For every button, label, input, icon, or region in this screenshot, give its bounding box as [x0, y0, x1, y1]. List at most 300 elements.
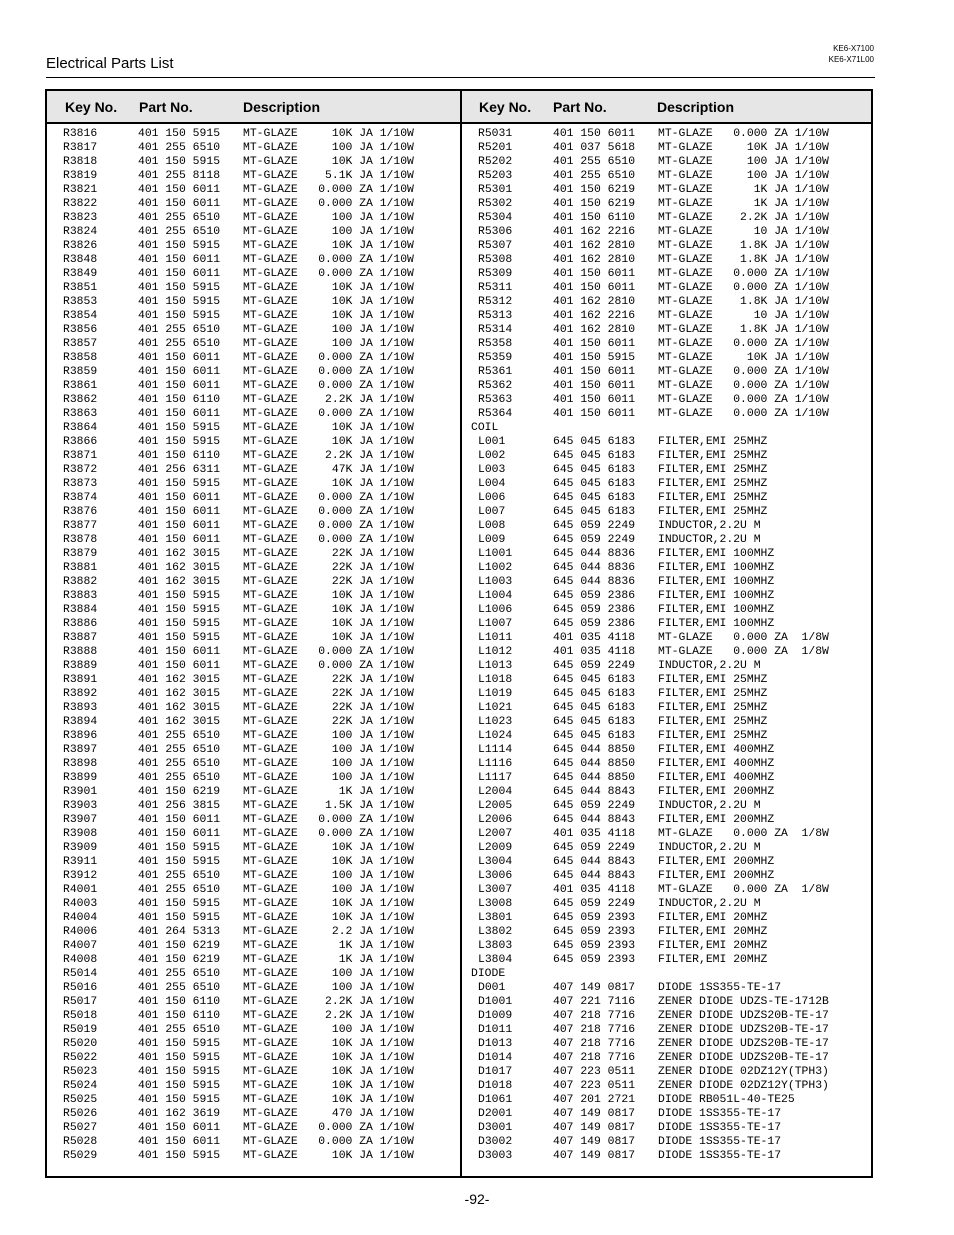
description: MT-GLAZE 0.000 ZA 1/10W: [243, 646, 414, 658]
table-row: [47, 505, 458, 519]
table-row: [462, 757, 873, 771]
description: MT-GLAZE 10K JA 1/10W: [243, 1094, 414, 1106]
table-header: [47, 91, 871, 124]
description: MT-GLAZE 0.000 ZA 1/10W: [243, 1122, 414, 1134]
page-number: -92-: [464, 1191, 490, 1207]
key-no: R5304: [478, 212, 513, 224]
part-no: 401 150 5915: [138, 618, 221, 630]
key-no: L3004: [478, 856, 513, 868]
part-no: 401 150 6011: [553, 408, 636, 420]
table-row: [462, 827, 873, 841]
part-no: 401 255 6510: [138, 324, 221, 336]
part-no: 645 044 8843: [553, 786, 636, 798]
table-row: [47, 785, 458, 799]
parts-table: [45, 89, 873, 1178]
table-row: [462, 1149, 873, 1163]
description: MT-GLAZE 100 JA 1/10W: [243, 324, 414, 336]
key-no: R4007: [63, 940, 98, 952]
key-no: R5314: [478, 324, 513, 336]
key-no: D1001: [478, 996, 513, 1008]
description: FILTER,EMI 25MHZ: [658, 506, 768, 518]
table-row: [462, 505, 873, 519]
part-no: 645 059 2249: [553, 842, 636, 854]
part-no: 645 045 6183: [553, 702, 636, 714]
part-no: 401 150 5915: [553, 352, 636, 364]
description: MT-GLAZE 0.000 ZA 1/10W: [243, 828, 414, 840]
table-row: [462, 155, 873, 169]
key-no: R3817: [63, 142, 98, 154]
description: FILTER,EMI 25MHZ: [658, 730, 768, 742]
key-no: R5362: [478, 380, 513, 392]
key-no: R3848: [63, 254, 98, 266]
part-no: 407 149 0817: [553, 1150, 636, 1162]
description: MT-GLAZE 10K JA 1/10W: [243, 478, 414, 490]
key-no: R5024: [63, 1080, 98, 1092]
table-row: [47, 435, 458, 449]
description: MT-GLAZE 0.000 ZA 1/8W: [658, 646, 829, 658]
key-no: R3871: [63, 450, 98, 462]
table-row: [47, 533, 458, 547]
table-row: [47, 883, 458, 897]
key-no: R5020: [63, 1038, 98, 1050]
part-no: 645 059 2249: [553, 520, 636, 532]
part-no: 401 162 2810: [553, 324, 636, 336]
key-no: R5026: [63, 1108, 98, 1120]
table-row: [462, 603, 873, 617]
part-no: 401 150 6011: [138, 198, 221, 210]
key-no: R4004: [63, 912, 98, 924]
description: FILTER,EMI 200MHZ: [658, 856, 775, 868]
table-row: [47, 617, 458, 631]
part-no: 401 162 3015: [138, 688, 221, 700]
table-row: [47, 1079, 458, 1093]
table-row: [47, 603, 458, 617]
table-row: [47, 365, 458, 379]
table-row: [462, 995, 873, 1009]
table-row: [47, 393, 458, 407]
table-row: [462, 939, 873, 953]
part-no: 401 035 4118: [553, 646, 636, 658]
part-no: 401 150 5915: [138, 296, 221, 308]
key-no: L2009: [478, 842, 513, 854]
table-row: [462, 477, 873, 491]
key-no: L1019: [478, 688, 513, 700]
table-row: [462, 253, 873, 267]
description: MT-GLAZE 10K JA 1/10W: [243, 590, 414, 602]
description: MT-GLAZE 10K JA 1/10W: [243, 1066, 414, 1078]
description: INDUCTOR,2.2U M: [658, 800, 761, 812]
key-no: L1002: [478, 562, 513, 574]
description: MT-GLAZE 2.2K JA 1/10W: [243, 996, 414, 1008]
part-no: 401 162 3015: [138, 716, 221, 728]
description: MT-GLAZE 10K JA 1/10W: [243, 1052, 414, 1064]
part-no: 645 045 6183: [553, 674, 636, 686]
description: MT-GLAZE 0.000 ZA 1/8W: [658, 828, 829, 840]
part-no: 401 150 5915: [138, 1080, 221, 1092]
part-no: 645 059 2386: [553, 590, 636, 602]
key-no: R5031: [478, 128, 513, 140]
description: MT-GLAZE 10K JA 1/10W: [243, 296, 414, 308]
table-row: [47, 1037, 458, 1051]
description: MT-GLAZE 0.000 ZA 1/8W: [658, 632, 829, 644]
part-no: 401 150 6011: [138, 380, 221, 392]
description: MT-GLAZE 10K JA 1/10W: [243, 310, 414, 322]
description: MT-GLAZE 22K JA 1/10W: [243, 702, 414, 714]
key-no: L1116: [478, 758, 513, 770]
model-number: KE6-X71L00: [828, 55, 874, 64]
key-no: R5308: [478, 254, 513, 266]
description: MT-GLAZE 10K JA 1/10W: [658, 352, 829, 364]
table-row: [47, 645, 458, 659]
table-row: [47, 827, 458, 841]
table-row: [47, 491, 458, 505]
description: MT-GLAZE 10K JA 1/10W: [243, 240, 414, 252]
part-no: 401 150 6011: [138, 520, 221, 532]
table-row: [47, 337, 458, 351]
description: MT-GLAZE 10K JA 1/10W: [243, 898, 414, 910]
part-no: 401 150 6011: [138, 254, 221, 266]
key-no: R3887: [63, 632, 98, 644]
description: MT-GLAZE 22K JA 1/10W: [243, 548, 414, 560]
table-row: [47, 351, 458, 365]
table-row: [462, 407, 873, 421]
key-no: R3826: [63, 240, 98, 252]
table-row: [462, 701, 873, 715]
key-no: D1017: [478, 1066, 513, 1078]
table-row: [47, 659, 458, 673]
part-no: 401 150 5915: [138, 422, 221, 434]
part-no: 401 256 6311: [138, 464, 221, 476]
part-no: 407 223 0511: [553, 1080, 636, 1092]
key-no: R3864: [63, 422, 98, 434]
part-no: 401 150 6011: [553, 282, 636, 294]
table-row: [462, 547, 873, 561]
part-no: 645 044 8850: [553, 758, 636, 770]
description: FILTER,EMI 25MHZ: [658, 478, 768, 490]
description: MT-GLAZE 0.000 ZA 1/10W: [243, 366, 414, 378]
table-row: [462, 561, 873, 575]
part-no: 401 255 6510: [138, 142, 221, 154]
key-no: L1004: [478, 590, 513, 602]
key-no: R3816: [63, 128, 98, 140]
table-row: [47, 1135, 458, 1149]
part-no: 401 150 5915: [138, 1066, 221, 1078]
part-no: 401 150 6011: [138, 660, 221, 672]
table-row: [462, 393, 873, 407]
key-no: L004: [478, 478, 506, 490]
table-row: [47, 869, 458, 883]
table-row: [47, 1107, 458, 1121]
description: FILTER,EMI 200MHZ: [658, 786, 775, 798]
description: MT-GLAZE 10K JA 1/10W: [243, 618, 414, 630]
description: MT-GLAZE 100 JA 1/10W: [243, 730, 414, 742]
table-row: [47, 771, 458, 785]
table-row: [462, 631, 873, 645]
description: MT-GLAZE 0.000 ZA 1/10W: [243, 380, 414, 392]
key-no: R3898: [63, 758, 98, 770]
part-no: 401 150 5915: [138, 240, 221, 252]
key-no: R5306: [478, 226, 513, 238]
table-row: [462, 533, 873, 547]
description: MT-GLAZE 10K JA 1/10W: [243, 1080, 414, 1092]
part-no: 401 150 5915: [138, 842, 221, 854]
part-no: 645 059 2393: [553, 912, 636, 924]
table-row: [462, 309, 873, 323]
description: MT-GLAZE 100 JA 1/10W: [243, 338, 414, 350]
table-row: [47, 281, 458, 295]
description: FILTER,EMI 25MHZ: [658, 450, 768, 462]
part-no: 645 045 6183: [553, 716, 636, 728]
description: ZENER DIODE 02DZ12Y(TPH3): [658, 1066, 829, 1078]
part-no: 401 150 6110: [138, 450, 221, 462]
table-row: [462, 421, 873, 435]
table-row: [47, 561, 458, 575]
description: MT-GLAZE 100 JA 1/10W: [243, 982, 414, 994]
key-no: L1011: [478, 632, 513, 644]
description: MT-GLAZE 2.2 JA 1/10W: [243, 926, 414, 938]
key-no: L2006: [478, 814, 513, 826]
key-no: R5029: [63, 1150, 98, 1162]
part-no: 401 150 5915: [138, 310, 221, 322]
key-no: R5022: [63, 1052, 98, 1064]
table-row: [462, 323, 873, 337]
description: MT-GLAZE 0.000 ZA 1/10W: [243, 408, 414, 420]
table-row: [462, 239, 873, 253]
key-no: D1013: [478, 1038, 513, 1050]
description: MT-GLAZE 0.000 ZA 1/10W: [243, 198, 414, 210]
part-no: 401 150 6011: [138, 1122, 221, 1134]
description: MT-GLAZE 1.8K JA 1/10W: [658, 254, 829, 266]
key-no: R5301: [478, 184, 513, 196]
left-column: [47, 127, 458, 1163]
key-no: R5023: [63, 1066, 98, 1078]
table-row: [47, 967, 458, 981]
description: FILTER,EMI 20MHZ: [658, 912, 768, 924]
part-no: 401 150 6219: [138, 940, 221, 952]
part-no: 645 059 2393: [553, 940, 636, 952]
table-row: [47, 687, 458, 701]
part-no: 645 045 6183: [553, 730, 636, 742]
description: MT-GLAZE 22K JA 1/10W: [243, 716, 414, 728]
description: MT-GLAZE 0.000 ZA 1/10W: [658, 366, 829, 378]
description: FILTER,EMI 400MHZ: [658, 744, 775, 756]
key-no: R3866: [63, 436, 98, 448]
key-no: R3822: [63, 198, 98, 210]
table-row: [47, 267, 458, 281]
part-no: 401 255 6510: [138, 1024, 221, 1036]
part-no: 401 255 6510: [553, 170, 636, 182]
key-no: R3903: [63, 800, 98, 812]
key-no: R3818: [63, 156, 98, 168]
table-row: [47, 841, 458, 855]
description: MT-GLAZE 100 JA 1/10W: [243, 884, 414, 896]
key-no: L007: [478, 506, 506, 518]
key-no: R3873: [63, 478, 98, 490]
description: MT-GLAZE 10K JA 1/10W: [243, 436, 414, 448]
description: DIODE 1SS355-TE-17: [658, 1136, 782, 1148]
key-no: L3803: [478, 940, 513, 952]
part-no: 401 037 5618: [553, 142, 636, 154]
description: FILTER,EMI 20MHZ: [658, 926, 768, 938]
section-label: DIODE: [471, 968, 506, 980]
key-no: R3879: [63, 548, 98, 560]
part-no: 401 150 6011: [553, 268, 636, 280]
part-no: 401 150 6011: [138, 506, 221, 518]
table-row: [462, 1023, 873, 1037]
part-no: 645 045 6183: [553, 478, 636, 490]
part-no: 645 044 8843: [553, 856, 636, 868]
description: FILTER,EMI 25MHZ: [658, 464, 768, 476]
description: MT-GLAZE 1K JA 1/10W: [658, 198, 829, 210]
part-no: 401 150 6110: [138, 996, 221, 1008]
table-row: [462, 1107, 873, 1121]
part-no: 645 044 8843: [553, 814, 636, 826]
description: MT-GLAZE 0.000 ZA 1/10W: [243, 814, 414, 826]
part-no: 401 150 5915: [138, 898, 221, 910]
part-no: 401 150 6011: [553, 366, 636, 378]
part-no: 401 150 6219: [138, 786, 221, 798]
table-row: [462, 141, 873, 155]
description: MT-GLAZE 1K JA 1/10W: [243, 954, 414, 966]
key-no: R5313: [478, 310, 513, 322]
table-row: [462, 1121, 873, 1135]
part-no: 645 059 2249: [553, 898, 636, 910]
part-no: 407 149 0817: [553, 1122, 636, 1134]
description: INDUCTOR,2.2U M: [658, 842, 761, 854]
part-no: 401 255 6510: [138, 744, 221, 756]
part-no: 401 150 6110: [553, 212, 636, 224]
description: DIODE 1SS355-TE-17: [658, 982, 782, 994]
part-no: 401 162 2810: [553, 296, 636, 308]
part-no: 401 255 6510: [138, 758, 221, 770]
table-row: [462, 1009, 873, 1023]
key-no: R3892: [63, 688, 98, 700]
part-no: 401 150 6011: [553, 394, 636, 406]
description: FILTER,EMI 100MHZ: [658, 548, 775, 560]
description: ZENER DIODE UDZS20B-TE-17: [658, 1024, 829, 1036]
key-no: R5019: [63, 1024, 98, 1036]
part-no: 401 150 5915: [138, 1038, 221, 1050]
table-row: [462, 295, 873, 309]
table-row: [462, 183, 873, 197]
table-row: [462, 225, 873, 239]
description: MT-GLAZE 10K JA 1/10W: [243, 604, 414, 616]
part-no: 407 218 7716: [553, 1052, 636, 1064]
description: MT-GLAZE 47K JA 1/10W: [243, 464, 414, 476]
key-no: R3819: [63, 170, 98, 182]
description: MT-GLAZE 22K JA 1/10W: [243, 688, 414, 700]
key-no: R5202: [478, 156, 513, 168]
key-no: L1006: [478, 604, 513, 616]
right-column: [462, 127, 873, 1163]
description: FILTER,EMI 25MHZ: [658, 702, 768, 714]
part-no: 645 059 2249: [553, 800, 636, 812]
table-row: [462, 813, 873, 827]
description: MT-GLAZE 0.000 ZA 1/10W: [658, 338, 829, 350]
part-no: 645 059 2393: [553, 954, 636, 966]
key-no: D1009: [478, 1010, 513, 1022]
key-no: R3874: [63, 492, 98, 504]
table-row: [47, 309, 458, 323]
description: MT-GLAZE 5.1K JA 1/10W: [243, 170, 414, 182]
key-no: R5018: [63, 1010, 98, 1022]
table-row: [47, 379, 458, 393]
table-row: [47, 939, 458, 953]
key-no: R3882: [63, 576, 98, 588]
part-no: 401 255 8118: [138, 170, 221, 182]
table-row: [462, 127, 873, 141]
table-row: [462, 659, 873, 673]
key-no: R5311: [478, 282, 513, 294]
key-no: R5201: [478, 142, 513, 154]
part-no: 401 264 5313: [138, 926, 221, 938]
description: ZENER DIODE 02DZ12Y(TPH3): [658, 1080, 829, 1092]
key-no: D3001: [478, 1122, 513, 1134]
part-no: 645 044 8836: [553, 576, 636, 588]
key-no: L3804: [478, 954, 513, 966]
description: MT-GLAZE 10K JA 1/10W: [243, 1038, 414, 1050]
model-number: KE6-X7100: [833, 44, 874, 53]
table-row: [47, 729, 458, 743]
key-no: R3858: [63, 352, 98, 364]
part-no: 401 150 6110: [138, 394, 221, 406]
table-row: [462, 967, 873, 981]
part-no: 401 162 3015: [138, 702, 221, 714]
table-row: [462, 897, 873, 911]
part-no: 401 255 6510: [138, 226, 221, 238]
description: INDUCTOR,2.2U M: [658, 660, 761, 672]
table-row: [462, 869, 873, 883]
key-no: R5014: [63, 968, 98, 980]
description: MT-GLAZE 0.000 ZA 1/10W: [658, 128, 829, 140]
key-no: L3006: [478, 870, 513, 882]
part-no: 407 221 7116: [553, 996, 636, 1008]
part-no: 401 255 6510: [138, 968, 221, 980]
key-no: L2005: [478, 800, 513, 812]
part-no: 401 162 2216: [553, 226, 636, 238]
table-row: [462, 1093, 873, 1107]
table-row: [47, 701, 458, 715]
part-no: 645 059 2393: [553, 926, 636, 938]
header-part-no: Part No.: [553, 99, 607, 115]
description: MT-GLAZE 1.5K JA 1/10W: [243, 800, 414, 812]
key-no: R3872: [63, 464, 98, 476]
table-row: [47, 547, 458, 561]
key-no: D3002: [478, 1136, 513, 1148]
table-row: [47, 449, 458, 463]
part-no: 401 150 5915: [138, 436, 221, 448]
table-row: [462, 1065, 873, 1079]
part-no: 645 044 8836: [553, 562, 636, 574]
table-row: [47, 141, 458, 155]
key-no: R3901: [63, 786, 98, 798]
description: MT-GLAZE 2.2K JA 1/10W: [243, 394, 414, 406]
description: INDUCTOR,2.2U M: [658, 534, 761, 546]
description: INDUCTOR,2.2U M: [658, 520, 761, 532]
part-no: 645 044 8850: [553, 744, 636, 756]
key-no: R3893: [63, 702, 98, 714]
part-no: 401 150 5915: [138, 912, 221, 924]
description: MT-GLAZE 0.000 ZA 1/10W: [243, 184, 414, 196]
description: MT-GLAZE 1.8K JA 1/10W: [658, 324, 829, 336]
part-no: 645 045 6183: [553, 506, 636, 518]
key-no: L002: [478, 450, 506, 462]
header-description: Description: [657, 99, 735, 115]
title-rule: [46, 77, 875, 78]
description: MT-GLAZE 0.000 ZA 1/10W: [658, 408, 829, 420]
description: FILTER,EMI 100MHZ: [658, 576, 775, 588]
key-no: D001: [478, 982, 506, 994]
